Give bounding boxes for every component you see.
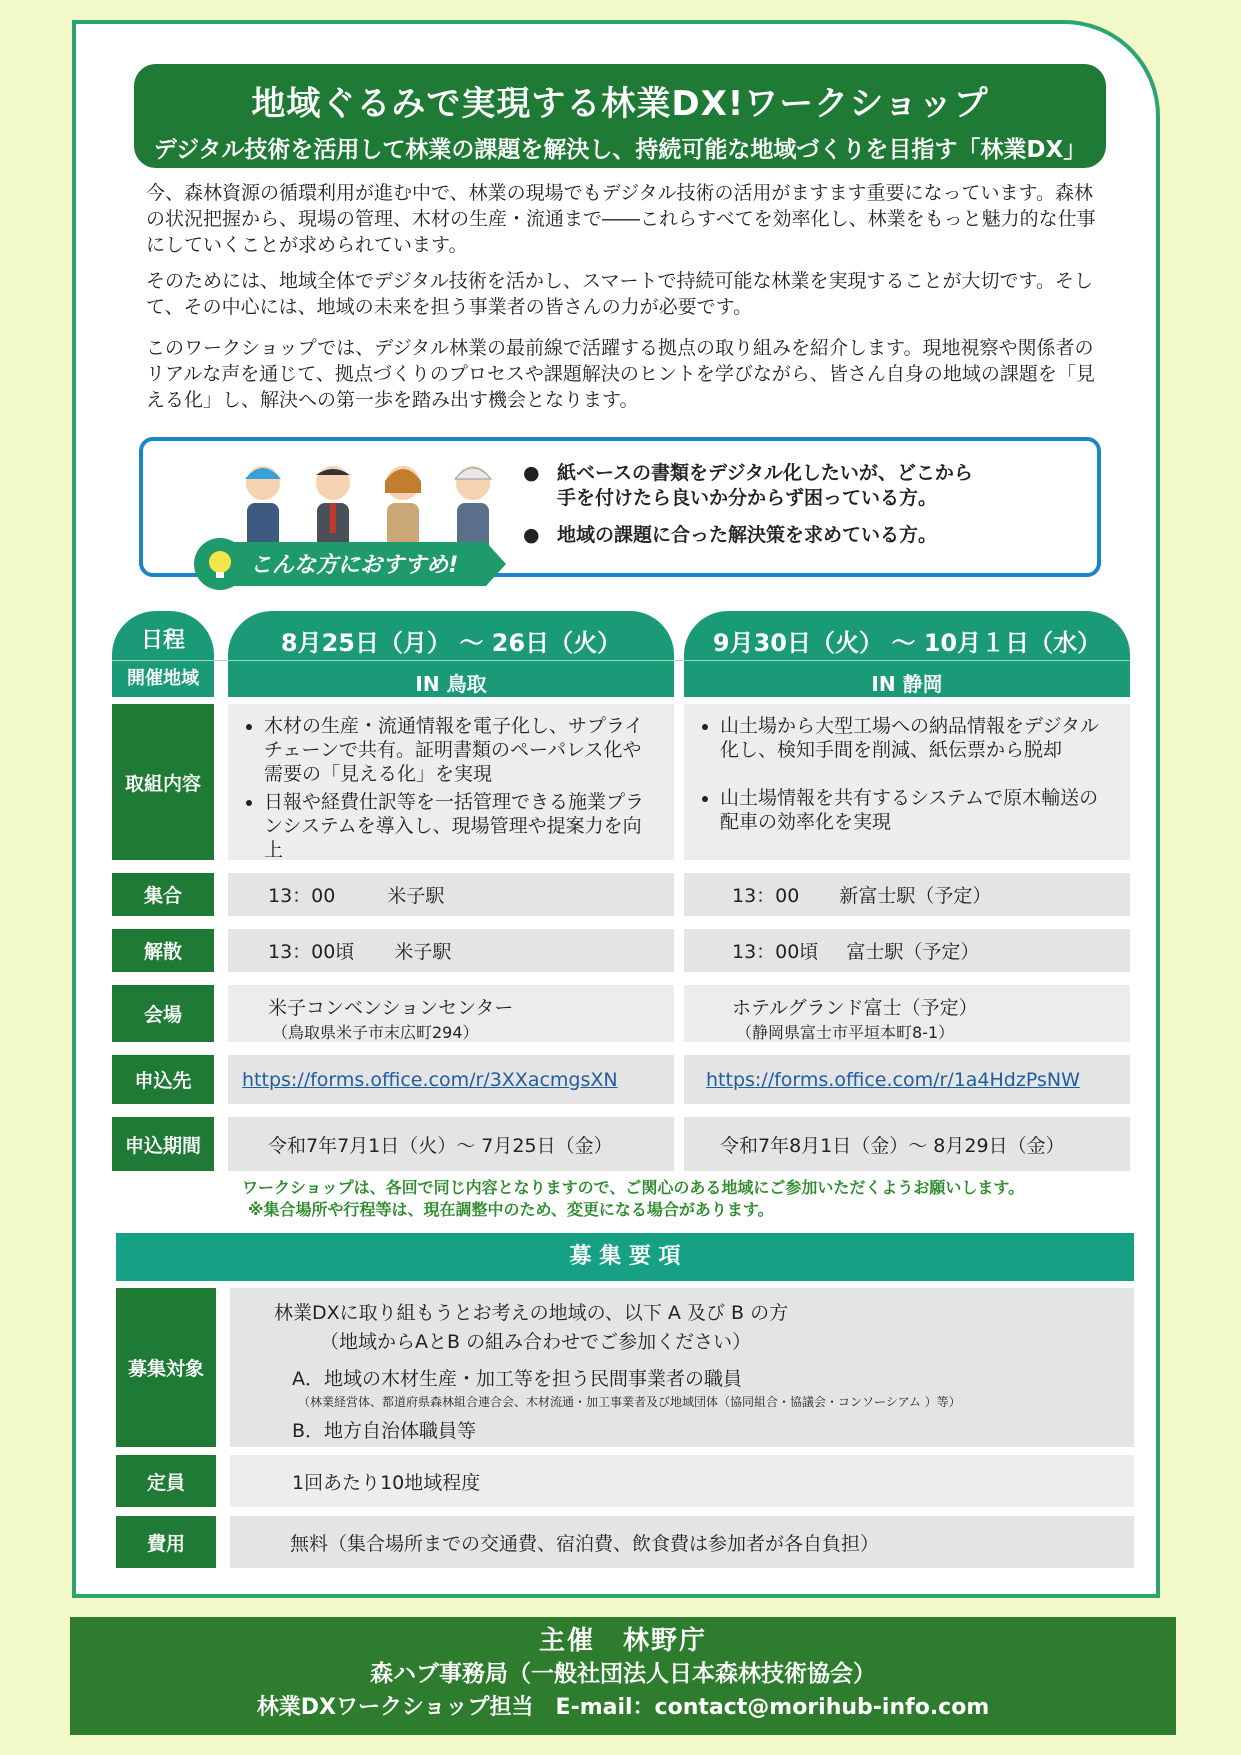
- shizuoka-apply-link[interactable]: https://forms.office.com/r/1a4HdzPsNW: [706, 1068, 1080, 1091]
- note-line-1: ワークショップは、各回で同じ内容となりますので、ご関心のある地域にご参加いただくようお願いします。: [242, 1178, 1025, 1197]
- tottori-content: [228, 704, 674, 860]
- title-banner: [134, 64, 1106, 168]
- label-meet: 集合: [112, 873, 214, 916]
- schedule-notes: [242, 1177, 1024, 1221]
- shizuoka-area: IN 静岡: [871, 672, 943, 696]
- intro-paragraph-3: このワークショップでは、デジタル林業の最前線で活躍する拠点の取り組みを紹介します。現地視察や関係者のリアルな声を通じて、拠点づくりのプロセスや課題解決のヒントを学びながら、皆さん自身の地域の課題を「見える化」し、解決への第一歩を踏み出す機会となります。: [146, 337, 1095, 411]
- note-line-2: ※集合場所や行程等は、現在調整中のため、変更になる場合があります。: [248, 1200, 774, 1219]
- footer: [70, 1617, 1176, 1735]
- tottori-meet: [228, 873, 674, 916]
- label-target: 募集対象: [116, 1288, 216, 1447]
- page-subtitle: デジタル技術を活用して林業の課題を解決し、持続可能な地域づくりを目指す「林業DX」: [153, 137, 1087, 163]
- shizuoka-content: [684, 704, 1130, 860]
- shizuoka-header: [684, 611, 1130, 697]
- target-a-note: （林業経営体、都道府県森林組合連合会、木材流通・加工事業者及び地域団体（協同組合・協議会・コンソーシアム ）等）: [298, 1395, 961, 1409]
- target-b: B．地方自治体職員等: [292, 1420, 477, 1442]
- footer-contact: 林業DXワークショップ担当 E-mail：contact@morihub-info.com: [256, 1695, 990, 1720]
- tottori-area: IN 鳥取: [415, 672, 487, 696]
- tottori-period-text: 令和7年7月1日（火）～ 7月25日（金）: [268, 1134, 613, 1157]
- shizuoka-venue-address: （静岡県富士市平垣本町8-1）: [736, 1023, 955, 1042]
- label-area: 開催地域: [127, 668, 199, 689]
- label-venue: 会場: [112, 985, 214, 1042]
- shizuoka-content-item: • 山土場から大型工場への納品情報をデジタル化し、検知手間を削減、紙伝票から脱却: [720, 714, 1116, 762]
- intro-paragraph-2: そのためには、地域全体でデジタル技術を活かし、スマートで持続可能な林業を実現することが大切です。そして、その中心には、地域の未来を担う事業者の皆さんの力が必要です。: [146, 270, 1093, 318]
- shizuoka-venue: [684, 985, 1130, 1042]
- schedule-label-header: [112, 611, 214, 697]
- tottori-meet-time: 13：00: [268, 885, 336, 907]
- recommend-item: ● 紙ベースの書類をデジタル化したいが、どこから手を付けたら良いか分からず困っている方。: [523, 461, 977, 511]
- label-period: 申込期間: [112, 1117, 214, 1171]
- shizuoka-meet-time: 13：00: [732, 885, 800, 907]
- shizuoka-venue-name: ホテルグランド富士（予定）: [732, 997, 978, 1019]
- target-content: [230, 1288, 1134, 1447]
- recommend-item: ● 地域の課題に合った解決策を求めている方。: [523, 523, 977, 548]
- tottori-date: 8月25日（月） ～ 26日（火）: [280, 629, 622, 657]
- target-a: A．地域の木材生産・加工等を担う民間事業者の職員: [292, 1368, 742, 1390]
- intro-paragraph-1: 今、森林資源の循環利用が進む中で、林業の現場でもデジタル技術の活用がますます重要になっています。森林の状況把握から、現場の管理、木材の生産・流通まで――これらすべてを効率化し、林業をもっと魅力的な仕事にしていくことが求められています。: [146, 182, 1096, 256]
- tottori-venue-name: 米子コンベンションセンター: [268, 997, 514, 1019]
- fee-text: 無料（集合場所までの交通費、宿泊費、飲食費は参加者が各自負担）: [290, 1532, 880, 1555]
- fee-content: [230, 1516, 1134, 1568]
- recommend-list: [523, 461, 977, 560]
- label-capacity: 定員: [116, 1455, 216, 1507]
- shizuoka-period-text: 令和7年8月1日（金）～ 8月29日（金）: [720, 1134, 1065, 1157]
- shizuoka-dismiss-time: 13：00頃: [732, 941, 819, 963]
- header-divider: [112, 660, 1130, 661]
- tottori-period: [228, 1117, 674, 1171]
- tottori-dismiss-place: 米子駅: [394, 941, 452, 963]
- recommend-tag-label: こんな方におすすめ!: [250, 553, 459, 578]
- capacity-content: [230, 1455, 1134, 1507]
- shizuoka-dismiss: [684, 929, 1130, 972]
- capacity-text: 1回あたり10地域程度: [292, 1471, 481, 1494]
- tottori-dismiss: [228, 929, 674, 972]
- tottori-dismiss-time: 13：00頃: [268, 941, 355, 963]
- footer-organizer: 主催 林野庁: [538, 1626, 707, 1656]
- shizuoka-apply: [684, 1055, 1130, 1104]
- tottori-content-item: • 木材の生産・流通情報を電子化し、サプライチェーンで共有。証明書類のペーパレス化や需要の「見える化」を実現: [264, 714, 660, 786]
- tottori-apply-link[interactable]: https://forms.office.com/r/3XXacmgsXN: [242, 1068, 618, 1091]
- lightbulb-icon: [209, 551, 231, 573]
- label-apply: 申込先: [112, 1055, 214, 1104]
- recruit-title: 募 集 要 項: [116, 1233, 1134, 1281]
- shizuoka-period: [684, 1117, 1130, 1171]
- shizuoka-dismiss-place: 富士駅（予定）: [846, 941, 980, 963]
- tottori-header: [228, 611, 674, 697]
- tottori-meet-place: 米子駅: [387, 885, 445, 907]
- footer-office: 森ハブ事務局（一般社団法人日本森林技術協会）: [370, 1661, 876, 1687]
- page-title: 地域ぐるみで実現する林業DX!ワークショップ: [251, 84, 989, 124]
- shizuoka-meet-place: 新富士駅（予定）: [839, 885, 992, 907]
- label-fee: 費用: [116, 1516, 216, 1568]
- tottori-apply: [228, 1055, 674, 1104]
- shizuoka-meet: [684, 873, 1130, 916]
- label-dismiss: 解散: [112, 929, 214, 972]
- shizuoka-content-item: • 山土場情報を共有するシステムで原木輸送の配車の効率化を実現: [720, 786, 1116, 834]
- shizuoka-date: 9月30日（火） ～ 10月１日（水）: [712, 629, 1102, 657]
- tottori-venue: [228, 985, 674, 1042]
- tottori-venue-address: （鳥取県米子市末広町294）: [272, 1023, 479, 1042]
- label-content: 取組内容: [112, 704, 214, 860]
- target-line-2: （地域からAとB の組み合わせでご参加ください）: [320, 1331, 752, 1353]
- label-date: 日程: [140, 628, 185, 653]
- tottori-content-item: • 日報や経費仕訳等を一括管理できる施業プランシステムを導入し、現場管理や提案力を向上: [264, 790, 660, 862]
- target-line-1: 林業DXに取り組もうとお考えの地域の、以下 A 及び B の方: [274, 1302, 789, 1324]
